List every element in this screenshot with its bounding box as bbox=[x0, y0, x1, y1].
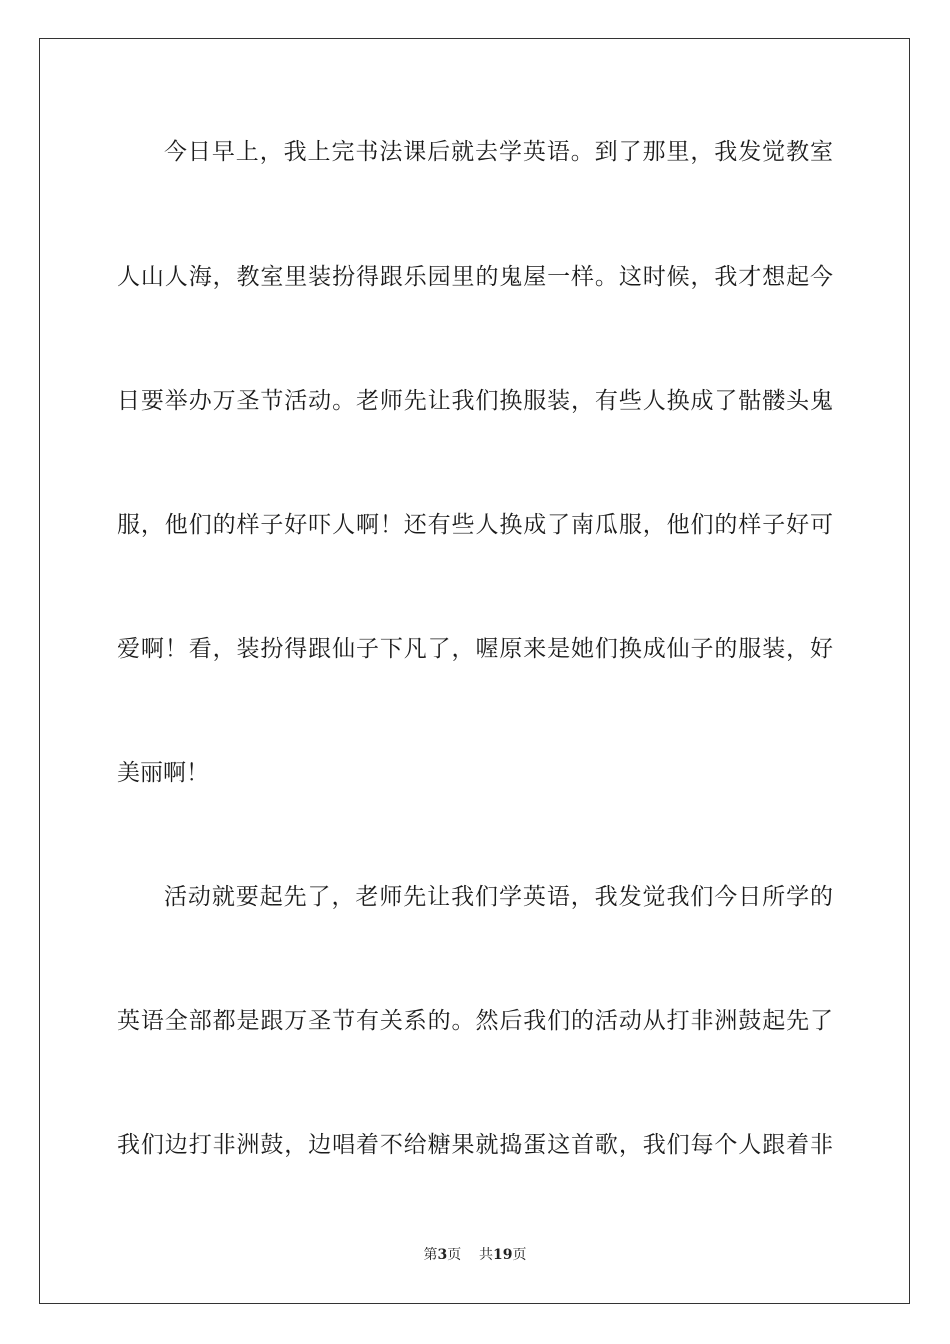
text-line: 日要举办万圣节活动。老师先让我们换服装，有些人换成了骷髅头鬼 bbox=[117, 388, 833, 414]
footer-total-prefix: 共 bbox=[479, 1247, 494, 1263]
text-line: 爱啊！看，装扮得跟仙子下凡了，喔原来是她们换成仙子的服装，好 bbox=[117, 636, 833, 662]
page-footer bbox=[0, 1246, 950, 1264]
footer-total-number: 19 bbox=[493, 1247, 513, 1263]
page-border bbox=[39, 38, 910, 1304]
footer-page-suffix: 页 bbox=[447, 1247, 462, 1263]
text-line: 人山人海，教室里装扮得跟乐园里的鬼屋一样。这时候，我才想起今 bbox=[117, 264, 833, 290]
text-line: 我们边打非洲鼓，边唱着不给糖果就捣蛋这首歌，我们每个人跟着非 bbox=[117, 1132, 833, 1158]
text-line: 英语全部都是跟万圣节有关系的。然后我们的活动从打非洲鼓起先了 bbox=[117, 1008, 833, 1034]
text-line: 活动就要起先了，老师先让我们学英语，我发觉我们今日所学的 bbox=[164, 884, 833, 910]
footer-total-suffix: 页 bbox=[512, 1247, 527, 1263]
text-line: 美丽啊！ bbox=[117, 760, 209, 786]
footer-page-number: 3 bbox=[437, 1247, 448, 1263]
text-line: 今日早上，我上完书法课后就去学英语。到了那里，我发觉教室 bbox=[164, 139, 833, 165]
footer-page-prefix: 第 bbox=[423, 1247, 438, 1263]
text-line: 服，他们的样子好吓人啊！还有些人换成了南瓜服，他们的样子好可 bbox=[117, 512, 833, 538]
